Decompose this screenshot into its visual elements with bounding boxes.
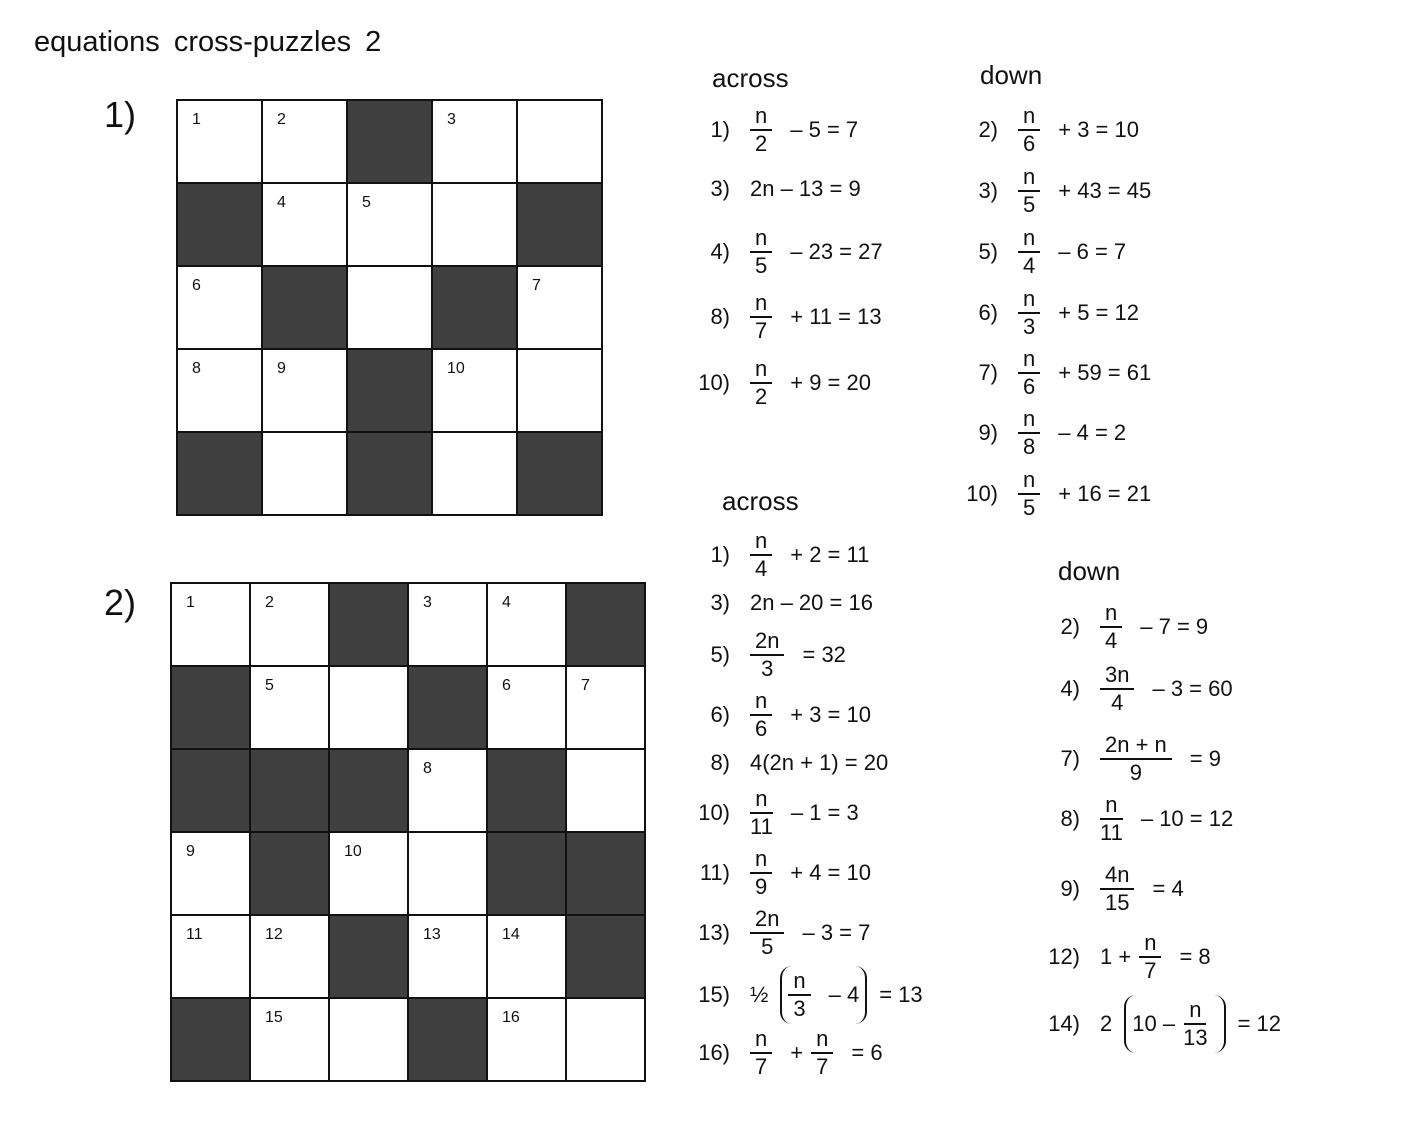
cell-number: 4 <box>502 594 511 611</box>
denominator: 15 <box>1105 890 1130 915</box>
clue-text: 2 <box>1100 1011 1113 1036</box>
puzzle-2-grid <box>170 582 646 1082</box>
numerator: n <box>750 786 772 814</box>
white-square <box>262 100 347 183</box>
p1-down-clue <box>958 467 1151 521</box>
cell-number: 12 <box>265 926 283 943</box>
numerator: n <box>788 968 810 996</box>
p1-across-clue <box>690 225 883 279</box>
clue-text: 10 – <box>1132 1011 1176 1036</box>
clue-text: – 3 = 60 <box>1152 676 1233 701</box>
fraction <box>750 225 772 279</box>
cell-number: 7 <box>532 277 541 294</box>
white-square <box>408 749 487 832</box>
clue-text: + 11 = 13 <box>790 304 882 329</box>
denominator: 4 <box>1105 628 1118 653</box>
white-square <box>329 832 408 915</box>
white-square <box>250 666 329 749</box>
white-square <box>347 183 432 266</box>
cell-number: 4 <box>277 194 286 211</box>
p2-down-clue <box>1040 792 1233 846</box>
denominator: 7 <box>755 318 768 343</box>
white-square <box>487 998 566 1081</box>
clue-number: 8) <box>710 750 730 775</box>
black-square <box>347 432 432 515</box>
clue-number: 10) <box>698 370 730 395</box>
white-square <box>432 432 517 515</box>
denominator: 8 <box>1023 434 1036 459</box>
cell-number: 5 <box>362 194 371 211</box>
numerator: n <box>1018 286 1040 314</box>
p2-down-clue <box>1040 862 1184 916</box>
clue-number: 1) <box>710 117 730 142</box>
cell-number: 10 <box>447 360 465 377</box>
fraction <box>1018 406 1040 460</box>
clue-text: + 9 = 20 <box>790 370 871 395</box>
p2-down-clue <box>1040 600 1208 654</box>
denominator: 7 <box>1144 958 1157 983</box>
numerator: n <box>1139 930 1161 958</box>
cell-number: 3 <box>423 594 432 611</box>
cell-number: 3 <box>447 111 456 128</box>
fraction <box>750 786 773 840</box>
fraction <box>750 628 784 682</box>
denominator: 6 <box>1023 131 1036 156</box>
cell-number: 5 <box>265 677 274 694</box>
clue-number: 10) <box>966 481 998 506</box>
fraction <box>1018 164 1040 218</box>
white-square <box>487 915 566 998</box>
numerator: n <box>1018 225 1040 253</box>
puzzle-2-label: 2) <box>104 582 137 623</box>
clue-number: 3) <box>978 178 998 203</box>
denominator: 4 <box>1023 253 1036 278</box>
fraction <box>1100 600 1122 654</box>
white-square <box>408 915 487 998</box>
denominator: 4 <box>755 556 768 581</box>
clue-number: 6) <box>978 300 998 325</box>
clue-text: ½ <box>750 982 769 1007</box>
black-square <box>487 749 566 832</box>
parenthesis-group <box>780 966 867 1024</box>
white-square <box>566 998 645 1081</box>
numerator: n <box>811 1026 833 1054</box>
clue-number: 3) <box>710 590 730 615</box>
clue-number: 4) <box>1060 676 1080 701</box>
clue-number: 3) <box>710 176 730 201</box>
clue-number: 4) <box>710 239 730 264</box>
numerator: n <box>750 846 772 874</box>
numerator: n <box>750 225 772 253</box>
fraction <box>750 356 772 410</box>
numerator: n <box>1100 792 1122 820</box>
clue-text: 4(2n + 1) = 20 <box>750 750 889 775</box>
fraction <box>1139 930 1161 984</box>
p2-down-clue <box>1040 662 1233 716</box>
cell-number: 8 <box>423 760 432 777</box>
cell-number: 8 <box>192 360 201 377</box>
black-square <box>487 832 566 915</box>
denominator: 9 <box>755 874 768 899</box>
numerator: 4n <box>1100 862 1134 890</box>
numerator: n <box>1018 346 1040 374</box>
p2-across-clue <box>690 688 871 742</box>
numerator: n <box>750 103 772 131</box>
clue-text: + 4 = 10 <box>790 860 871 885</box>
black-square <box>517 183 602 266</box>
denominator: 5 <box>755 253 768 278</box>
black-square <box>171 666 250 749</box>
puzzle-1-grid <box>176 99 603 516</box>
white-square <box>177 100 262 183</box>
puzzle-1-down-heading: down <box>980 60 1043 90</box>
fraction <box>1018 467 1040 521</box>
black-square <box>566 583 645 666</box>
white-square <box>329 666 408 749</box>
denominator: 6 <box>755 716 768 741</box>
puzzle-1-across-heading: across <box>712 63 789 93</box>
white-square <box>517 349 602 432</box>
black-square <box>329 749 408 832</box>
fraction <box>1100 732 1172 786</box>
black-square <box>566 832 645 915</box>
black-square <box>347 349 432 432</box>
black-square <box>329 583 408 666</box>
clue-number: 12) <box>1048 944 1080 969</box>
clue-number: 5) <box>978 239 998 264</box>
denominator: 3 <box>1023 314 1036 339</box>
clue-text: – 10 = 12 <box>1140 806 1234 831</box>
clue-text: = 4 <box>1152 876 1184 901</box>
clue-text: = 32 <box>802 642 846 667</box>
fraction <box>750 906 784 960</box>
clue-number: 7) <box>978 360 998 385</box>
p2-down-clue <box>1040 732 1221 786</box>
clue-text: = 12 <box>1237 1011 1281 1036</box>
cell-number: 1 <box>192 111 201 128</box>
p2-across-clue <box>690 628 846 682</box>
p1-across-clue <box>690 103 858 157</box>
cell-number: 13 <box>423 926 441 943</box>
p2-across-clue <box>690 1026 883 1080</box>
clue-text: – 23 = 27 <box>790 239 883 264</box>
fraction <box>1183 997 1207 1051</box>
p2-across-clue <box>690 846 871 900</box>
black-square <box>250 749 329 832</box>
cell-number: 6 <box>502 677 511 694</box>
p1-across-clue <box>690 356 871 410</box>
cell-number: 15 <box>265 1009 283 1026</box>
numerator: n <box>1018 164 1040 192</box>
clue-text: = 9 <box>1189 746 1221 771</box>
numerator: 2n <box>750 906 784 934</box>
clue-text: 2n – 20 = 16 <box>750 590 873 615</box>
white-square <box>487 583 566 666</box>
denominator: 5 <box>1023 495 1036 520</box>
clue-number: 11) <box>699 860 730 885</box>
numerator: n <box>1100 600 1122 628</box>
p2-down-clue <box>1040 930 1211 984</box>
clue-number: 9) <box>978 420 998 445</box>
clue-text: – 4 <box>828 982 860 1007</box>
cell-number: 2 <box>277 111 286 128</box>
clue-number: 6) <box>710 702 730 727</box>
black-square <box>329 915 408 998</box>
clue-text: – 4 = 2 <box>1058 420 1127 445</box>
white-square <box>347 266 432 349</box>
denominator: 7 <box>816 1054 829 1079</box>
numerator: n <box>750 688 772 716</box>
numerator: n <box>750 1026 772 1054</box>
denominator: 9 <box>1129 760 1143 785</box>
clue-text: 2n – 13 = 9 <box>750 176 861 201</box>
white-square <box>566 749 645 832</box>
clue-number: 13) <box>698 920 730 945</box>
fraction <box>811 1026 833 1080</box>
white-square <box>171 915 250 998</box>
black-square <box>171 749 250 832</box>
black-square <box>177 183 262 266</box>
white-square <box>517 100 602 183</box>
cell-number: 14 <box>502 926 520 943</box>
clue-text: = 6 <box>851 1040 883 1065</box>
white-square <box>250 583 329 666</box>
p1-across-clue <box>690 176 861 202</box>
puzzle-2-across-heading: across <box>722 486 799 516</box>
cell-number: 6 <box>192 277 201 294</box>
cell-number: 7 <box>581 677 590 694</box>
cell-number: 2 <box>265 594 274 611</box>
clue-text: + 16 = 21 <box>1058 481 1152 506</box>
fraction <box>750 290 772 344</box>
clue-text: – 5 = 7 <box>790 117 859 142</box>
black-square <box>432 266 517 349</box>
p1-down-clue <box>958 225 1126 279</box>
p2-across-clue <box>690 906 870 960</box>
black-square <box>347 100 432 183</box>
p1-down-clue <box>958 406 1126 460</box>
puzzle-2-down-heading: down <box>1058 556 1121 586</box>
fraction <box>1100 792 1123 846</box>
numerator: n <box>1184 997 1206 1025</box>
clue-text: – 1 = 3 <box>790 800 859 825</box>
white-square <box>408 583 487 666</box>
denominator: 5 <box>761 934 774 959</box>
denominator: 2 <box>755 131 768 156</box>
clue-number: 15) <box>698 982 730 1007</box>
clue-text: + 5 = 12 <box>1058 300 1139 325</box>
fraction <box>1100 662 1134 716</box>
clue-text: = 13 <box>879 982 923 1007</box>
fraction <box>750 1026 772 1080</box>
black-square <box>250 832 329 915</box>
clue-number: 10) <box>698 800 730 825</box>
denominator: 3 <box>793 996 806 1021</box>
cell-number: 9 <box>186 843 195 860</box>
denominator: 13 <box>1183 1025 1208 1050</box>
clue-number: 1) <box>710 542 730 567</box>
fraction <box>1018 286 1040 340</box>
black-square <box>262 266 347 349</box>
numerator: 2n + n <box>1100 732 1172 760</box>
denominator: 11 <box>750 814 773 839</box>
fraction <box>1100 862 1134 916</box>
numerator: n <box>1018 467 1040 495</box>
p1-down-clue <box>958 164 1151 218</box>
clue-number: 9) <box>1060 876 1080 901</box>
denominator: 3 <box>761 656 774 681</box>
black-square <box>177 432 262 515</box>
clue-number: 16) <box>698 1040 730 1065</box>
clue-text: = 8 <box>1179 944 1211 969</box>
numerator: 3n <box>1100 662 1134 690</box>
p2-across-clue <box>690 528 869 582</box>
denominator: 11 <box>1100 820 1123 845</box>
numerator: 2n <box>750 628 784 656</box>
denominator: 4 <box>1111 690 1124 715</box>
p1-across-clue <box>690 290 882 344</box>
p2-across-clue <box>690 786 859 840</box>
numerator: n <box>1018 406 1040 434</box>
p1-down-clue <box>958 103 1139 157</box>
numerator: n <box>1018 103 1040 131</box>
fraction <box>750 528 772 582</box>
clue-text: + <box>790 1040 804 1065</box>
p1-down-clue <box>958 346 1151 400</box>
clue-text: + 3 = 10 <box>1058 117 1139 142</box>
white-square <box>171 583 250 666</box>
black-square <box>566 915 645 998</box>
page-title: equations cross-puzzles 2 <box>34 26 382 58</box>
numerator: n <box>750 290 772 318</box>
p2-across-clue <box>690 966 923 1024</box>
clue-number: 14) <box>1048 1011 1080 1036</box>
clue-number: 8) <box>1060 806 1080 831</box>
black-square <box>517 432 602 515</box>
numerator: n <box>750 356 772 384</box>
black-square <box>171 998 250 1081</box>
clue-number: 7) <box>1060 746 1080 771</box>
numerator: n <box>750 528 772 556</box>
denominator: 6 <box>1023 374 1036 399</box>
denominator: 7 <box>755 1054 768 1079</box>
white-square <box>262 183 347 266</box>
clue-text: + 2 = 11 <box>790 542 870 567</box>
white-square <box>250 998 329 1081</box>
clue-text: 1 + <box>1100 944 1132 969</box>
white-square <box>566 666 645 749</box>
white-square <box>487 666 566 749</box>
fraction <box>750 103 772 157</box>
black-square <box>408 666 487 749</box>
white-square <box>517 266 602 349</box>
clue-text: + 59 = 61 <box>1058 360 1152 385</box>
white-square <box>262 432 347 515</box>
fraction <box>788 968 810 1022</box>
clue-number: 5) <box>710 642 730 667</box>
fraction <box>1018 225 1040 279</box>
clue-text: – 7 = 9 <box>1140 614 1209 639</box>
clue-text: + 43 = 45 <box>1058 178 1152 203</box>
white-square <box>432 183 517 266</box>
clue-number: 8) <box>710 304 730 329</box>
white-square <box>177 349 262 432</box>
p2-across-clue <box>690 750 888 776</box>
white-square <box>408 832 487 915</box>
black-square <box>408 998 487 1081</box>
white-square <box>262 349 347 432</box>
parenthesis-group <box>1124 995 1225 1053</box>
denominator: 5 <box>1023 192 1036 217</box>
puzzle-1-label: 1) <box>104 94 137 135</box>
fraction <box>750 846 772 900</box>
cell-number: 10 <box>344 843 362 860</box>
white-square <box>177 266 262 349</box>
p1-down-clue <box>958 286 1139 340</box>
white-square <box>250 915 329 998</box>
p2-down-clue <box>1040 995 1281 1053</box>
cell-number: 11 <box>186 926 203 943</box>
cell-number: 1 <box>186 594 195 611</box>
white-square <box>432 349 517 432</box>
clue-number: 2) <box>978 117 998 142</box>
cell-number: 9 <box>277 360 286 377</box>
fraction <box>1018 103 1040 157</box>
denominator: 2 <box>755 384 768 409</box>
fraction <box>1018 346 1040 400</box>
white-square <box>171 832 250 915</box>
white-square <box>329 998 408 1081</box>
clue-text: – 3 = 7 <box>802 920 871 945</box>
clue-text: – 6 = 7 <box>1058 239 1127 264</box>
clue-text: + 3 = 10 <box>790 702 871 727</box>
cell-number: 16 <box>502 1009 520 1026</box>
p2-across-clue <box>690 590 873 616</box>
fraction <box>750 688 772 742</box>
clue-number: 2) <box>1060 614 1080 639</box>
white-square <box>432 100 517 183</box>
